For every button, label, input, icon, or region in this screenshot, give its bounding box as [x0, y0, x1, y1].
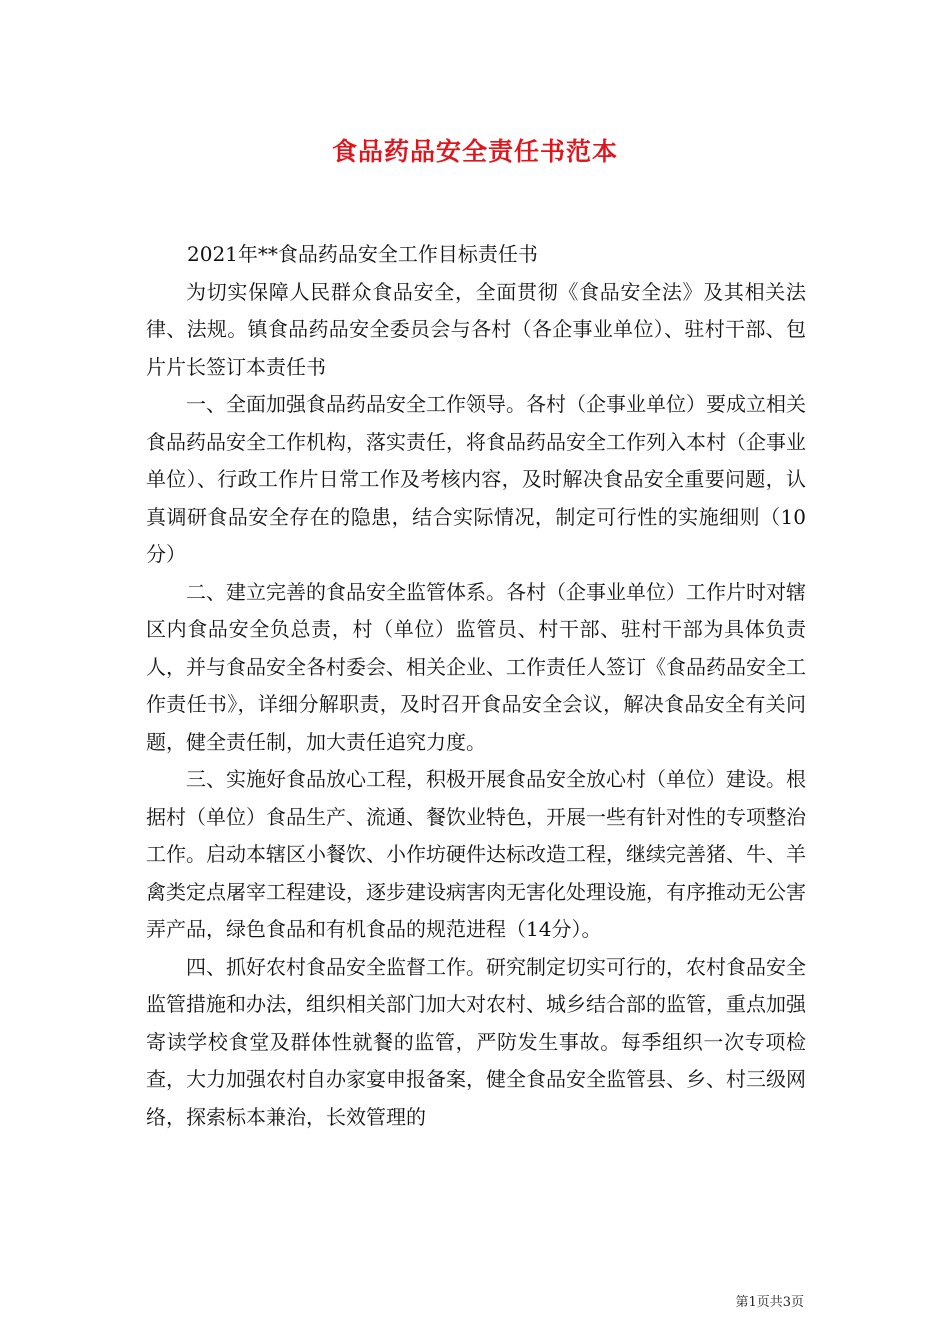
document-body — [146, 236, 806, 1136]
paragraph-section-3: 三、实施好食品放心工程，积极开展食品安全放心村（单位）建设。根据村（单位）食品生产、流通、餐饮业特色，开展一些有针对性的专项整治工作。启动本辖区小餐饮、小作坊硬件达标改造工程，继续完善猪、牛、羊禽类定点屠宰工程建设，逐步建设病害肉无害化处理设施，有序推动无公害弄产品，绿色食品和有机食品的规范进程（14分）。 — [146, 767, 806, 941]
paragraph-section-4: 四、抓好农村食品安全监督工作。研究制定切实可行的，农村食品安全监管措施和办法，组织相关部门加大对农村、城乡结合部的监管，重点加强寄读学校食堂及群体性就餐的监管，严防发生事故。每季组织一次专项检查，大力加强农村自办家宴申报备案，健全食品安全监管县、乡、村三级网络，探索标本兼治，长效管理的 — [146, 954, 806, 1129]
paragraph-intro: 为切实保障人民群众食品安全，全面贯彻《食品安全法》及其相关法律、法规。镇食品药品安全委员会与各村（各企事业单位）、驻村干部、包片片长签订本责任书 — [146, 279, 806, 379]
document-subtitle: 2021年**食品药品安全工作目标责任书 — [187, 242, 538, 266]
paragraph-section-2: 二、建立完善的食品安全监管体系。各村（企事业单位）工作片时对辖区内食品安全负总责，村（单位）监管员、村干部、驻村干部为具体负责人，并与食品安全各村委会、相关企业、工作责任人签订《食品药品安全工作责任书》，详细分解职责，及时召开食品安全会议，解决食品安全有关问题，健全责任制，加大责任追究力度。 — [146, 579, 806, 754]
page-number-footer — [735, 1291, 804, 1310]
page-number-label: 第1页共3页 — [735, 1295, 804, 1310]
paragraph-section-1: 一、全面加强食品药品安全工作领导。各村（企事业单位）要成立相关食品药品安全工作机构，落实责任，将食品药品安全工作列入本村（企事业单位）、行政工作片日常工作及考核内容，及时解决食品安全重要问题，认真调研食品安全存在的隐患，结合实际情况，制定可行性的实施细则（10分） — [146, 392, 806, 566]
document-title: 食品药品安全责任书范本 — [331, 137, 618, 166]
